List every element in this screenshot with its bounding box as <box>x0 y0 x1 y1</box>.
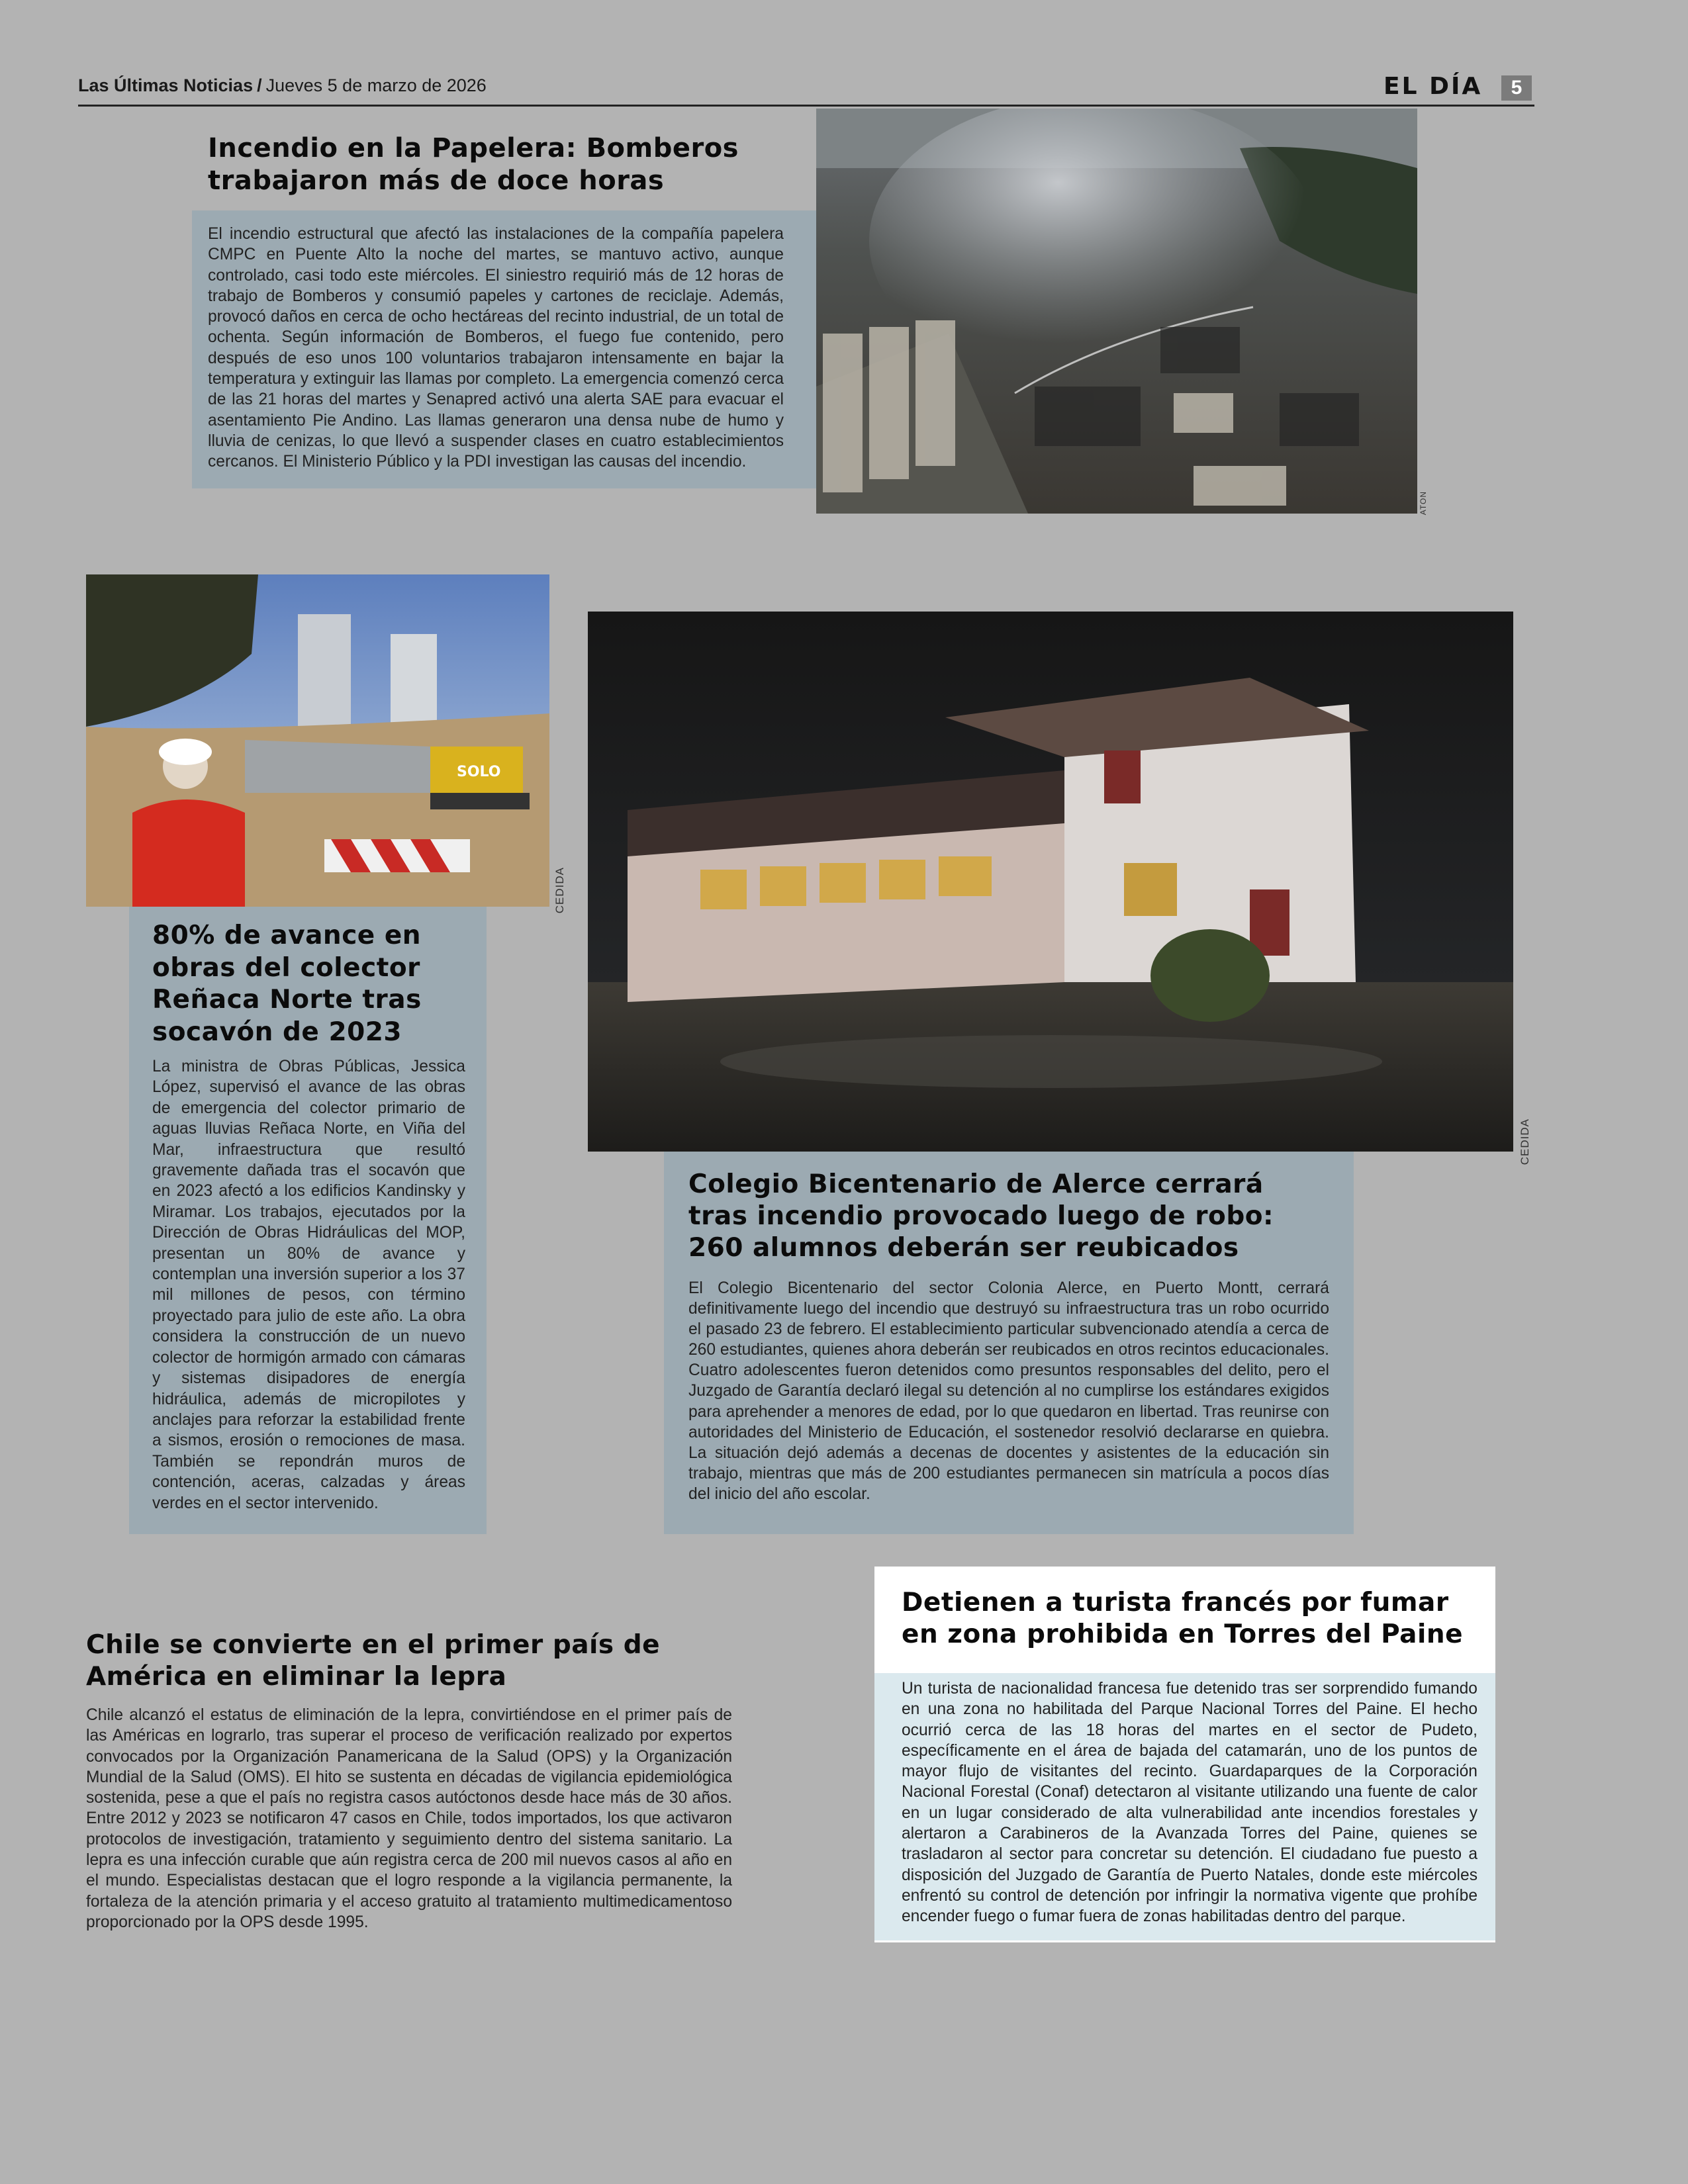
masthead-dateline <box>78 75 487 96</box>
colegio-burned-school-photo <box>588 612 1513 1152</box>
colector-headline: 80% de avance en obras del colector Reñaca Norte tras socavón de 2023 <box>152 921 422 1047</box>
page-number: 5 <box>1501 75 1532 101</box>
publication-name: Las Últimas Noticias <box>78 75 254 95</box>
barrier <box>324 839 470 872</box>
issue-date: Jueves 5 de marzo de 2026 <box>265 75 487 95</box>
dateline-separator: / <box>257 75 262 95</box>
turista-body: Un turista de nacionalidad francesa fue detenido tras ser sorprendido fumando en una zona no habilitada del Parque Nacional Torres del Paine. El hecho ocurrió cerca de las 18 horas del martes en el sector de Pudeto, específicamente en el área de bajada del catamarán, uno de los puntos de mayor flujo de visitantes del recinto. Guardaparques de la Corporación Nacional Forestal (Conaf) detectaron al visitante utilizando una fuente de calor en un lugar considerado de alta vulnerabilidad ante incendios forestales y alertaron a Carabineros de la Avanzada Torres del Paine, quienes se trasladaron al sector para concretar su detención. El ciudadano fue puesto a disposición del Juzgado de Garantía de Puerto Natales, donde este miércoles enfrentó su control de detención por infringir la normativa vigente que prohíbe encender fuego o fumar fuera de zonas habilitadas dentro del parque. <box>902 1680 1477 1926</box>
section-name: EL DÍA <box>1383 73 1483 100</box>
turista-headline: Detienen a turista francés por fumar en zona prohibida en Torres del Paine <box>902 1588 1464 1649</box>
colector-body: La ministra de Obras Públicas, Jessica López, supervisó el avance de las obras de emergencia del colector primario de aguas lluvias Reñaca Norte, en Viña del Mar, infraestructura que resultó gravemente dañada tras el socavón que en 2023 afectó a los edificios Kandinsky y Miramar. Los trabajos, ejecutados por la Dirección de Obras Hidráulicas del MOP, presentan un 80% de avance y contemplan una inversión superior a los 37 mil millones de pesos, con término proyectado para julio de este año. La obra considera la construcción de un nuevo colector de hormigón armado con cámaras y sistemas disipadores de energía hidráulica, además de micropilotes y anclajes para reforzar la estabilidad frente a sismos, erosión o remociones de masa. También se repondrán muros de contención, aceras, calzadas y áreas verdes en el sector intervenido. <box>152 1058 465 1512</box>
lepra-headline: Chile se convierte en el primer país de América en eliminar la lepra <box>86 1630 661 1692</box>
papelera-fire-photo <box>816 109 1417 514</box>
papelera-body: El incendio estructural que afectó las instalaciones de la compañía papelera CMPC en Puente Alto la noche del martes, se mantuvo activo, aunque controlado, casi todo este miércoles. El siniestro requirió más de 12 horas de trabajo de Bomberos y consumió papeles y cartones de reciclaje. Además, provocó daños en cerca de ocho hectáreas del recinto industrial, de un total de ochenta. Según información de Bomberos, el fuego fue contenido, pero después de eso unos 100 voluntarios trabajaron intensamente en bajar la temperatura y extinguir las llamas por completo. La emergencia comenzó cerca de las 21 horas del martes y Senapred activó una alerta SAE para evacuar el asentamiento Pie Andino. Las llamas generaron una densa nube de humo y lluvia de cenizas, lo que llevó a suspender clases en cuatro establecimientos cercanos. El Ministerio Público y la PDI investigan las causas del incendio. <box>208 225 784 471</box>
papelera-headline: Incendio en la Papelera: Bomberos trabajaron más de doce horas <box>208 133 739 196</box>
papelera-photo-credit: ATON <box>1419 491 1428 516</box>
header-rule <box>78 105 1534 107</box>
lepra-body: Chile alcanzó el estatus de eliminación de la lepra, convirtiéndose en el primer país de las Américas en lograrlo, tras superar el proceso de verificación realizado por expertos convocados por la Organización Panamericana de la Salud (OPS) y la Organización Mundial de la Salud (OMS). El hito se sustenta en décadas de vigilancia epidemiológica sostenida, pese a que el país no registra casos autóctonos desde hace más de 30 años. Entre 2012 y 2023 se notificaron 47 casos en Chile, todos importados, los que activaron protocolos de investigación, tratamiento y seguimiento dentro del sistema sanitario. La lepra es una infección curable que aún registra cerca de 200 mil nuevos casos al año en el mundo. Especialistas destacan que el logro responde a la vigilancia permanente, la fortaleza de la atención primaria y el acceso gratuito al tratamiento multimedicamentoso proporcionado por la OPS desde 1995. <box>86 1706 732 1931</box>
excavator-sign: SOLO <box>457 764 501 780</box>
colegio-body: El Colegio Bicentenario del sector Colonia Alerce, en Puerto Montt, cerrará definitivamente luego del incendio que destruyó su infraestructura tras un robo ocurrido el pasado 23 de febrero. El establecimiento particular subvencionado atendía a cerca de 260 estudiantes, quienes ahora deberán ser reubicados en otros recintos educacionales. Cuatro adolescentes fueron detenidos como presuntos responsables del delito, pero el Juzgado de Garantía declaró ilegal su detención al no cumplirse los estándares exigidos para aprehender a menores de edad, por lo que quedaron en libertad. Tras reunirse con autoridades del Ministerio de Educación, el sostenedor resolvió declararse en quiebra. La situación dejó además a decenas de docentes y asistentes de la educación sin trabajo, mientras que más de 200 estudiantes permanecen sin matrícula a pocos días del inicio del año escolar. <box>688 1279 1329 1503</box>
colegio-photo-credit: CEDIDA <box>1519 1118 1531 1165</box>
colector-photo-credit: CEDIDA <box>553 867 566 914</box>
colegio-headline: Colegio Bicentenario de Alerce cerrará tras incendio provocado luego de robo: 260 alumnos deberán ser reubicados <box>688 1169 1274 1263</box>
colector-worksite-photo <box>86 574 549 907</box>
